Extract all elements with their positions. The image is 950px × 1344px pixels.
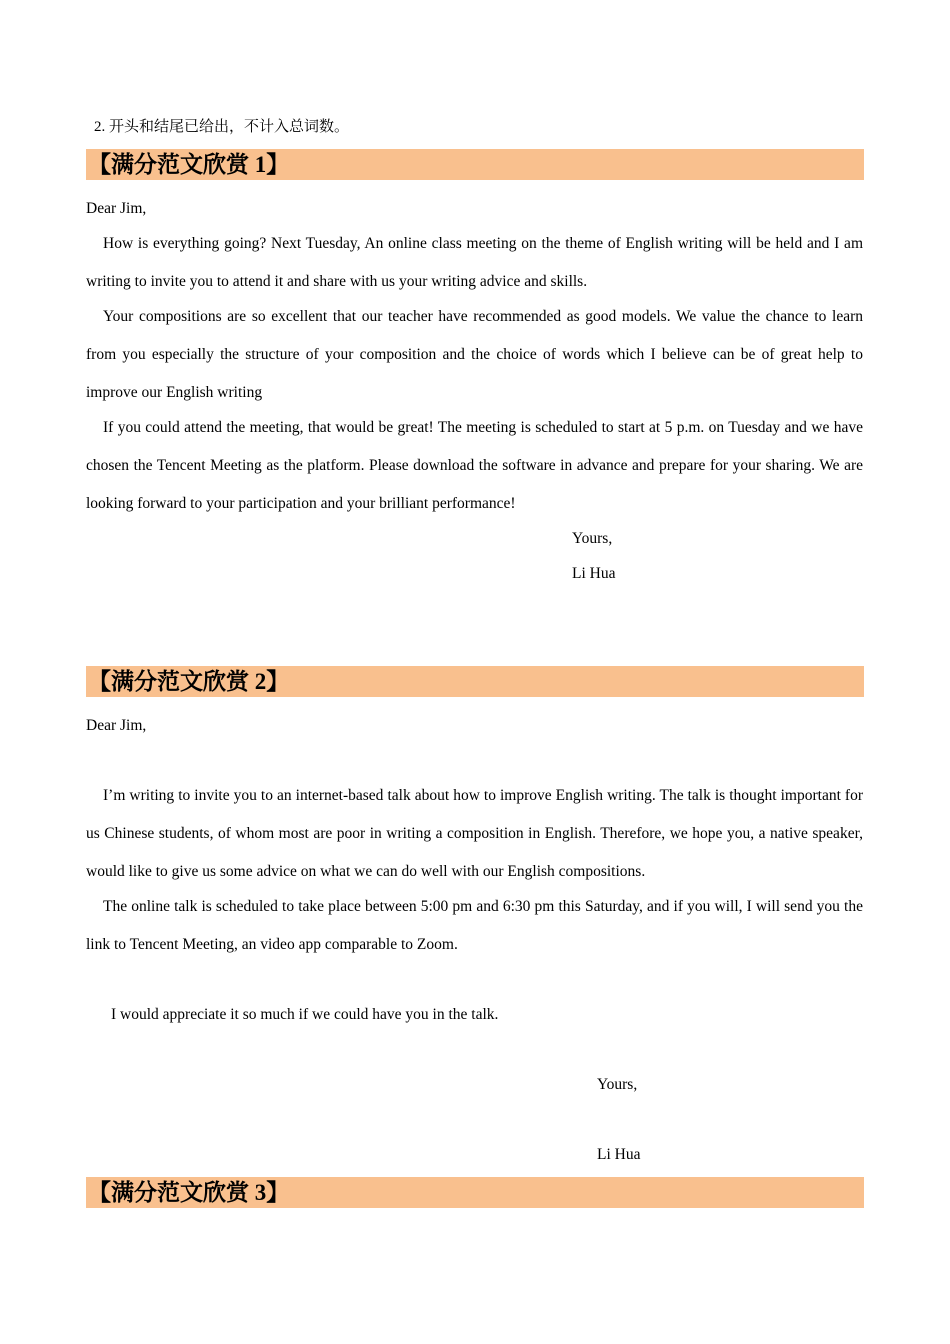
- sample-1-paragraph-2: Your compositions are so excellent that our teacher have recommended as good models. We value the chance to learn from you especially the structure of your composition and the choice of words which I believe can be of great help to improve our English writing: [86, 308, 863, 401]
- sample-1-heading: 【满分范文欣赏 1】: [86, 149, 864, 180]
- sample-1-paragraph-3: If you could attend the meeting, that would be great! The meeting is scheduled to start at 5 p.m. on Tuesday and we have chosen the Tencent Meeting as the platform. Please download the software in advance and prepare for your sharing. We are looking forward to your participation and your brilliant performance!: [86, 419, 863, 512]
- sample-2-paragraph-2: The online talk is scheduled to take place between 5:00 pm and 6:30 pm this Saturday, and if you will, I will send you the link to Tencent Meeting, an video app comparable to Zoom.: [86, 898, 863, 953]
- sample-3-heading: 【满分范文欣赏 3】: [86, 1177, 864, 1208]
- sample-2-paragraph-3: I would appreciate it so much if we could have you in the talk.: [111, 1006, 499, 1023]
- sample-2-signature: Li Hua: [597, 1146, 641, 1163]
- sample-2-greeting: Dear Jim,: [86, 717, 147, 734]
- sample-1-paragraph-1: How is everything going? Next Tuesday, An online class meeting on the theme of English writing will be held and I am writing to invite you to attend it and share with us your writing advice and skills.: [86, 235, 863, 290]
- sample-1-greeting: Dear Jim,: [86, 200, 147, 217]
- sample-1-signature: Li Hua: [572, 565, 616, 582]
- instruction-note: 2. 开头和结尾已给出，不计入总词数。: [94, 119, 350, 135]
- sample-2-heading: 【满分范文欣赏 2】: [86, 666, 864, 697]
- sample-2-paragraph-1: I’m writing to invite you to an internet-based talk about how to improve English writing. The talk is thought important for us Chinese students, of whom most are poor in writing a composition in English. Therefore, we hope you, a native speaker, would like to give us some advice on what we can do well with our English compositions.: [86, 787, 863, 880]
- sample-1-closing: Yours,: [572, 530, 613, 547]
- sample-2-closing: Yours,: [597, 1076, 638, 1093]
